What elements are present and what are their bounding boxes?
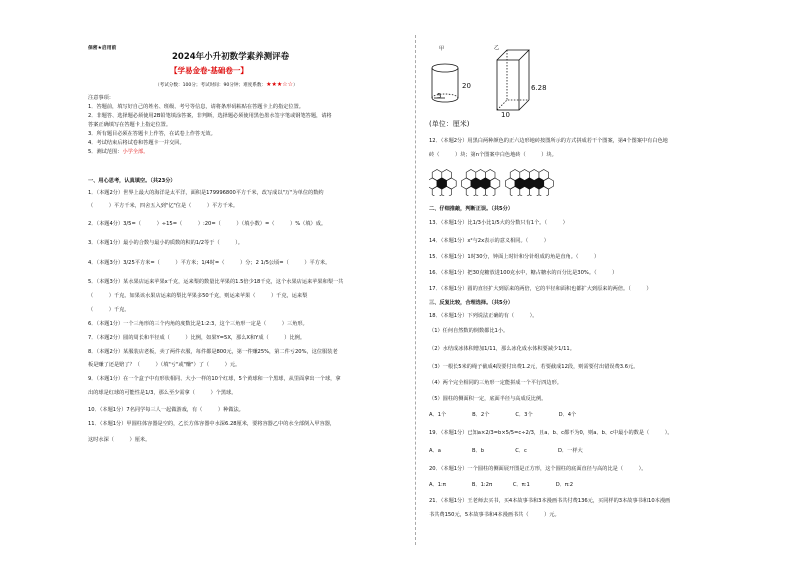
notes-range: 5．测试范围：小学全部。 [88,149,149,155]
difficulty-stars-empty: ☆☆ [282,81,293,88]
question-line: 6．（本题1分）一个三角形的三个内角的度数比是1:2:3，这个三角形一定是（ ）三角形。 [88,321,308,327]
question-line: 10．（本题1分）7名同学每三人一起做游戏，有（ ）种做法。 [88,407,244,413]
question-line: 板是赚了还是赔了？（ ）（填"亏"或"赚"）了（ ）元。 [88,362,241,368]
exam-meta: （考试分数：100分；考试时间：90分钟；难度系数：★★★☆☆） [155,81,298,88]
question-line: 16．（本题1分）把30克糖放进100克水中，糖占糖水的百分比是30%。（ ） [429,270,618,276]
question-line: 3．（本题1分）最小的合数与最小的质数的积的1/2等于（ ）。 [88,240,243,246]
dim-10: 10 [501,111,510,119]
choice-options: A．a B．b C．c D．一样大 [429,448,583,454]
question-line: 14．（本题1分）x²与2x表示的意义相同。（ ） [429,238,549,244]
right-column [425,0,770,562]
question-line: （3）一根长5米的绳子截成4段要付出费1.2元，若要截成12段，则需要付出错误费3.6元。 [429,364,639,370]
notes-line: 2．非题答、选择题必须使用2B铅笔填涂答案，非判断，选择题必须使用黑色墨水签字笔或钢笔答题，请将 [88,113,332,119]
notes-line: 3．所有题目必须在答题卡上作答，在试卷上作答无效。 [88,131,216,137]
question-line: 5．（本题3分）某水果店运来苹果x千克，运来梨的数量比苹果的1.5倍少18千克，这个水果店运来苹果和梨一共 [88,279,344,285]
column-divider [415,35,416,545]
exam-subtitle: 【学易金卷·基础卷一】 [170,66,248,75]
question-line: 21．（本题1分）王老师去买书，买4本故事书和3本漫画书共付费136元，买同样的3本故事书和10本漫画 [429,498,671,504]
question-line: （5）圆柱的侧面积一定，底面半径与高成反比例。 [429,396,547,402]
section-2-title: 二、仔细推敲，判断正误。（共5分） [429,206,514,212]
question-line: 18．（本题1分）下列说法正确的有（ ）。 [429,313,538,319]
choice-options: A．1:π B．1:2π C．π:1 D．π:2 [429,482,574,488]
notes-line: 1．答题前，填写好自己的姓名、班级、考号等信息，请将条形码粘贴在答题卡上的指定位置。 [88,104,304,110]
question-line: 1．（本题2分）世界上最大的海洋是太平洋，面积是179996800平方千米，改写成以"万"为单位的数约 [88,190,324,196]
dim-6-28: 6.28 [531,84,547,92]
hexagon-pattern-figure [429,166,589,196]
notes-title: 注意事项： [88,95,114,101]
question-line: 17．（本题1分）圆的直径扩大到原来的两倍，它的半径和面积也都扩大到原来的两倍。（ ） [429,286,652,292]
section-3-title: 三、反复比较，合理选择。（共5分） [429,300,514,306]
question-line: 这时水深（ ）厘米。 [88,437,151,443]
question-line: 砖（ ）块；第n个图案中白色地砖（ ）块。 [429,152,557,158]
cuboid-label: 乙 [494,45,500,51]
notes-line: 答案正确填写在答题卡上指定位置。 [88,122,172,128]
cylinder-label: 甲 [439,46,445,52]
left-column [60,0,408,562]
question-line: （1）任何自然数的倒数都比1小。 [429,328,509,334]
question-line: 9．（本题1分）在一个盒子中有形状相同、大小一样的10个红球，5个黄球和一个黑球，从里面拿出一个球，拿 [88,376,341,382]
notes-line: 4．考试结束后将试卷和答题卡一并交回。 [88,140,185,146]
section-1-title: 一、用心思考，认真填空。（共23分） [88,178,176,184]
question-line: （2）水结成冰体积增加1/11，那么冰化成水体积要减少1/11。 [429,346,575,352]
question-line: 出的球是红球的可能性是1/3，那么至少需拿（ ）个黑球。 [88,390,237,396]
exam-title: 2024年小升初数学素养测评卷 [172,52,290,62]
question-line: 4．（本题3分）3/25平方米=（ ）平方米；1/4时=（ ）分；2 1/5公顷=（ ）平方米。 [88,260,331,266]
question-line: 13．（本题1分）比1/3小比1/5大的分数只有1个。（ ） [429,220,568,226]
question-line: 书共费150元，5本故事书和4本漫画书共（ ）元。 [429,512,560,518]
question-line: （4）两个完全相同的三角形一定能拼成一个平行四边形。 [429,380,562,386]
question-line: 8．（本题2分）某服装店老板，卖了两件衣服，每件都是800元，第一件赚25%，第二件亏20%，这位服装老 [88,349,338,355]
dim-5: 5 [437,92,442,100]
question-line: 19．（本题1分）已知a×2/3=b×5/5=c÷2/3，且a、b、c都不为0，则a、b、c中最小的数是（ ）。 [429,430,673,436]
question-line: （ ）千克。 [88,307,130,313]
question-line: 2．（本题4分）3/5=（ ）÷15=（ ）:20=（ ）（填小数）=（ ）%（填）成。 [88,221,327,227]
question-line: （ ）平方千米，四舍五入到"亿"位是（ ）平方千米。 [88,203,239,209]
choice-options: A．1个 B．2个 C．3个 D．4个 [429,412,577,418]
question-line: 15．（本题1分）1时30分，钟面上时针和分针组成的角是直角。（ ） [429,254,600,260]
question-line: 12．（本题2分）用黑白两种颜色的正六边形地砖按图所示的方式拼成若干个图案，第4个图案中有白色地 [429,138,668,144]
question-line: 11．（本题1分）甲圆柱体容器是空的，乙长方体容器中水深6.28厘米，要将容器乙中的水全部倒入甲容器， [88,421,336,427]
confidential-label: 保密★启用前 [88,46,117,51]
dim-20: 20 [462,82,471,90]
question-line: 7．（本题2分）圆的周长和半径成（ ）比例，如果Y=5X，那么X和Y成（ ）比例。 [88,335,306,341]
question-line: （ ）千克。如果该水果店运来的梨比苹果多50千克，则运来苹果（ ）千克，运来梨 [88,293,308,299]
question-line: 20．（本题1分）一个圆柱的侧面展开图是正方形，这个圆柱的底面直径与高的比是（ ）。 [429,466,647,472]
unit-label: (单位：厘米) [429,120,470,128]
difficulty-stars-filled: ★★★ [266,81,283,88]
